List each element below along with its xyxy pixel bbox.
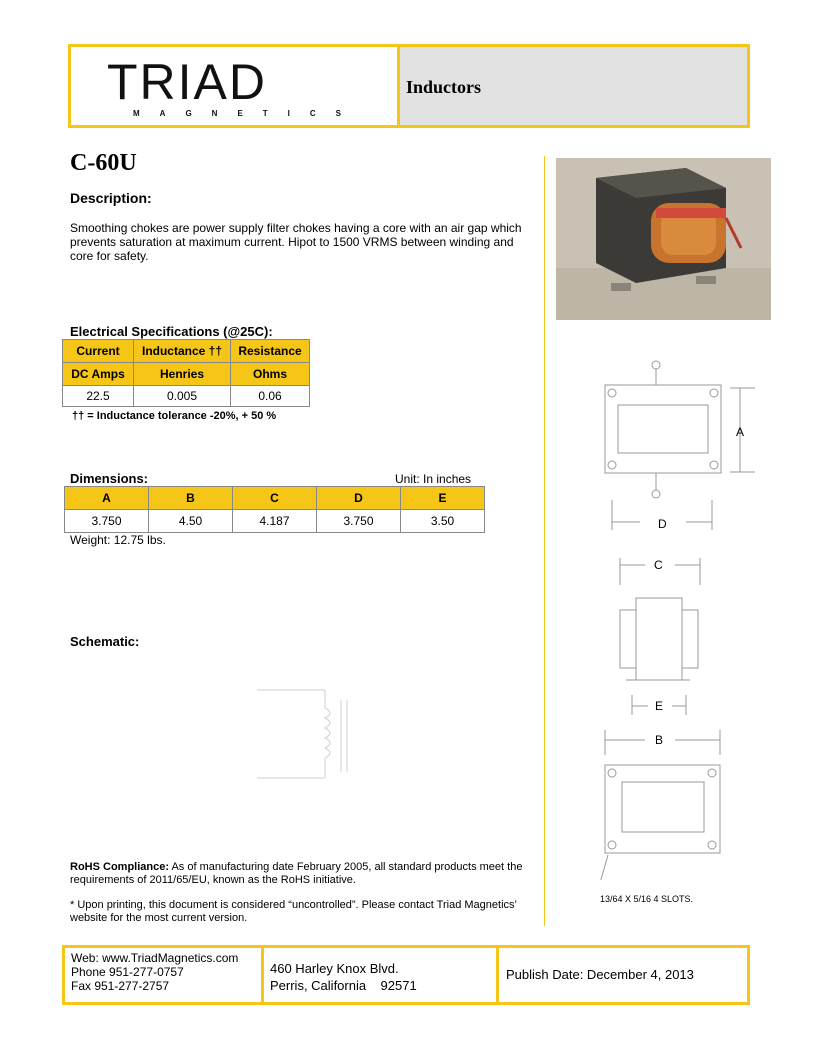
dim-value-b: 4.50 <box>149 510 233 533</box>
electrical-heading: Electrical Specifications (@25C): <box>70 324 273 339</box>
tolerance-note: †† = Inductance tolerance -20%, + 50 % <box>72 410 277 422</box>
dim-value-e: 3.50 <box>401 510 485 533</box>
dim-header-a: A <box>65 487 149 510</box>
electrical-table <box>62 339 310 407</box>
publish-date: Publish Date: December 4, 2013 <box>506 967 694 982</box>
footer-address-line2: Perris, California 92571 <box>270 978 417 993</box>
value-resistance: 0.06 <box>231 386 310 407</box>
footer-web: Web: www.TriadMagnetics.com <box>71 951 239 965</box>
dimension-drawings <box>590 350 760 880</box>
footer-phone: Phone 951-277-0757 <box>71 965 184 979</box>
label-d: D <box>658 517 667 531</box>
inductor-schematic <box>255 686 355 786</box>
product-photo <box>556 158 771 320</box>
logo-cell <box>71 47 400 125</box>
category-cell <box>400 47 747 125</box>
header-resistance: Resistance <box>231 340 310 363</box>
rohs-label: RoHS Compliance: <box>70 861 170 873</box>
value-current: 22.5 <box>63 386 134 407</box>
schematic-heading: Schematic: <box>70 634 140 649</box>
value-inductance: 0.005 <box>134 386 231 407</box>
uncontrolled-note: * Upon printing, this document is considered “uncontrolled”. Please contact Triad Magnetics’ website for the most current version. <box>70 899 517 924</box>
triad-logo: TRIAD <box>107 54 267 110</box>
part-number: C-60U <box>70 150 137 176</box>
footer-address-line1: 460 Harley Knox Blvd. <box>270 961 399 976</box>
rohs-text: As of manufacturing date February 2005, all standard products meet the requirements of 2011/65/EU, known as the RoHS initiative. <box>70 861 523 886</box>
header-henries: Henries <box>134 363 231 386</box>
header-box <box>68 44 750 128</box>
slots-note: 13/64 X 5/16 4 SLOTS. <box>600 894 694 904</box>
dim-value-c: 4.187 <box>233 510 317 533</box>
column-divider <box>544 156 545 926</box>
label-e: E <box>655 699 664 713</box>
description-text: Smoothing chokes are power supply filter chokes having a core with an air gap which prevents saturation at maximum current. Hipot to 1500 VRMS between winding and core for safety. <box>70 221 522 263</box>
header-dc-amps: DC Amps <box>63 363 134 386</box>
dim-value-d: 3.750 <box>317 510 401 533</box>
label-a: A <box>736 425 745 439</box>
dimensions-unit: Unit: In inches <box>395 472 472 486</box>
header-current: Current <box>63 340 134 363</box>
footer-fax: Fax 951-277-2757 <box>71 979 170 993</box>
dim-header-d: D <box>317 487 401 510</box>
category-title: Inductors <box>406 77 482 97</box>
label-b: B <box>655 733 664 747</box>
footer-publish <box>499 948 747 1002</box>
header-ohms: Ohms <box>231 363 310 386</box>
description-heading: Description: <box>70 190 152 206</box>
dimensions-table <box>64 486 485 533</box>
header-inductance: Inductance †† <box>134 340 231 363</box>
dim-header-c: C <box>233 487 317 510</box>
dim-value-a: 3.750 <box>65 510 149 533</box>
label-c: C <box>654 558 663 572</box>
footer-address <box>264 948 499 1002</box>
footer-box <box>62 945 750 1005</box>
logo-subtitle: MAGNETICS <box>133 109 361 118</box>
weight-text: Weight: 12.75 lbs. <box>70 533 166 547</box>
footer-contact <box>65 948 264 1002</box>
dim-header-e: E <box>401 487 485 510</box>
dimensions-heading: Dimensions: <box>70 471 149 486</box>
dim-header-b: B <box>149 487 233 510</box>
rohs-note <box>70 861 545 887</box>
